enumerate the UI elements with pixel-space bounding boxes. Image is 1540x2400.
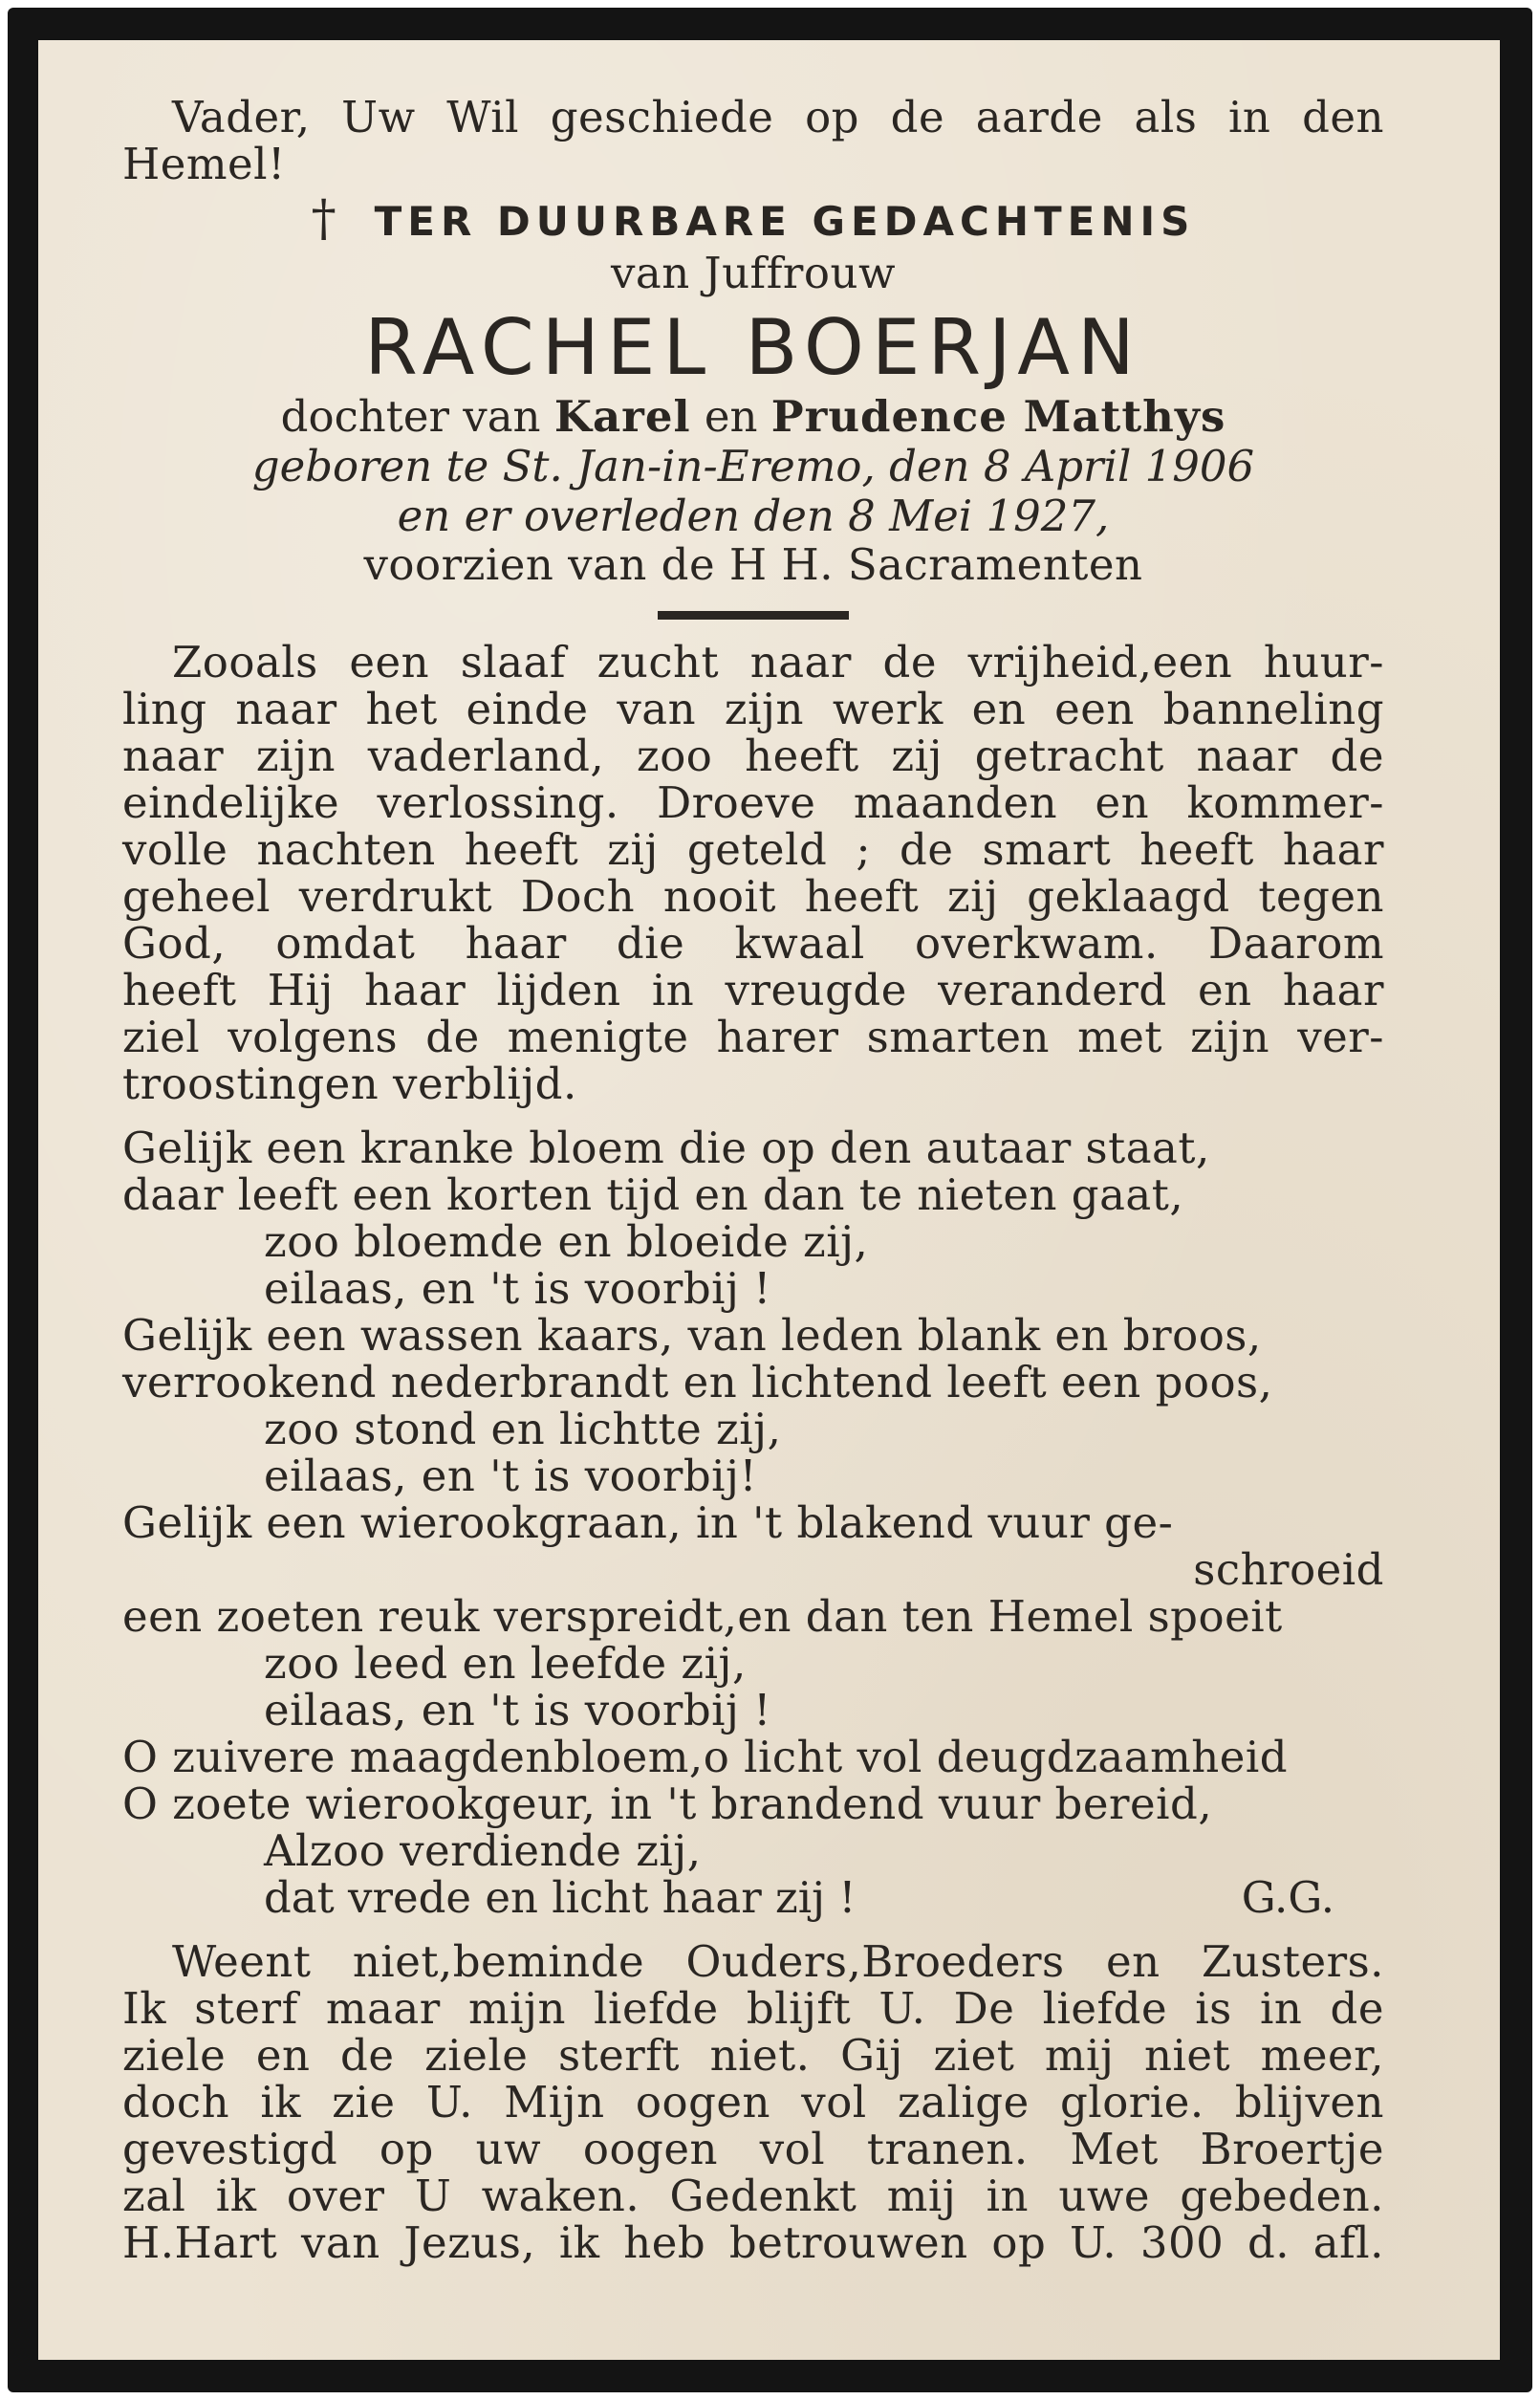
text-line: Zooals een slaaf zucht naar de vrijheid,een huur-	[172, 637, 1384, 687]
poem-line: eilaas, en 't is voorbij !	[264, 1685, 771, 1735]
poem-line: O zuivere maagdenbloem,o licht vol deugdzaamheid	[122, 1732, 1289, 1782]
text-line: doch ik zie U. Mijn oogen vol zalige glorie. blijven	[122, 2077, 1384, 2127]
text-line: troostingen verblijd.	[122, 1058, 577, 1109]
poem-line: zoo leed en leefde zij,	[264, 1638, 747, 1689]
poem-line: Gelijk een wierookgraan, in 't blakend vuur ge-	[122, 1497, 1174, 1548]
parents-conj: en	[704, 391, 758, 442]
birth-line: geboren te St. Jan-in-Eremo, den 8 April 1906	[251, 441, 1255, 491]
text-line: gevestigd op uw oogen vol tranen. Met Broertje	[122, 2124, 1384, 2174]
text-line: Ik sterf maar mijn liefde blijft U. De liefde is in de	[122, 1983, 1384, 2034]
parents-line	[122, 392, 1384, 442]
text-line: ling naar het einde van zijn werk en een banneling	[122, 684, 1384, 734]
poem-line: verrookend nederbrandt en lichtend leeft een poos,	[122, 1357, 1273, 1407]
poem-line: dat vrede en licht haar zij !	[264, 1872, 857, 1923]
cross-icon: †	[311, 190, 336, 248]
prayer-line-1: Vader, Uw Wil geschiede op de aarde als in den	[172, 92, 1384, 142]
sacraments-line: voorzien van de H H. Sacramenten	[363, 539, 1143, 590]
poem-line: O zoete wierookgeur, in 't brandend vuur bereid,	[122, 1778, 1213, 1829]
poem-line: eilaas, en 't is voorbij!	[264, 1451, 758, 1501]
heading-text: TER DUURBARE GEDACHTENIS	[374, 198, 1196, 245]
deceased-name: RACHEL BOERJAN	[364, 303, 1142, 392]
mother-name: Prudence Matthys	[770, 391, 1226, 442]
poem-line: Alzoo verdiende zij,	[264, 1825, 702, 1876]
poem-line: zoo stond en lichtte zij,	[264, 1404, 782, 1454]
text-line: naar zijn vaderland, zoo heeft zij getracht naar de	[122, 731, 1384, 781]
text-line: geheel verdrukt Doch nooit heeft zij geklaagd tegen	[122, 871, 1384, 922]
text-line: ziele en de ziele sterft niet. Gij ziet mij niet meer,	[122, 2030, 1384, 2081]
text-line: volle nachten heeft zij geteld ; de smart heeft haar	[122, 824, 1384, 875]
card-content	[122, 94, 1384, 2266]
poem-line: een zoeten reuk verspreidt,en dan ten Hemel spoeit	[122, 1591, 1283, 1642]
prayer-line-2: Hemel!	[122, 139, 286, 189]
poem-line: zoo bloemde en bloeide zij,	[264, 1216, 869, 1267]
text-line: eindelijke verlossing. Droeve maanden en kommer-	[122, 777, 1384, 828]
poem-line: eilaas, en 't is voorbij !	[264, 1263, 771, 1314]
paragraph-2	[122, 1938, 1384, 2266]
poem-line: Gelijk een kranke bloem die op den autaar staat,	[122, 1123, 1210, 1173]
text-line: God, omdat haar die kwaal overkwam. Daarom	[122, 918, 1384, 969]
poem-last-row	[122, 1874, 1384, 1921]
text-line: zal ik over U waken. Gedenkt mij in uwe gebeden.	[122, 2171, 1384, 2221]
death-line: en er overleden den 8 Mei 1927,	[397, 491, 1110, 541]
text-line: ziel volgens de menigte harer smarten met zijn ver-	[122, 1012, 1384, 1062]
text-line: Weent niet,beminde Ouders,Broeders en Zusters.	[172, 1936, 1384, 1987]
text-line: H.Hart van Jezus, ik heb betrouwen op U. 300 d. afl.	[122, 2217, 1384, 2268]
poem	[122, 1124, 1384, 1921]
poem-line: daar leeft een korten tijd en dan te nieten gaat,	[122, 1169, 1184, 1220]
parents-prefix: dochter van	[280, 391, 541, 442]
poem-signature: G.G.	[1241, 1872, 1334, 1923]
paragraph-1	[122, 639, 1384, 1107]
text-line: heeft Hij haar lijden in vreugde veranderd en haar	[122, 965, 1384, 1015]
poem-line: schroeid	[1193, 1544, 1384, 1595]
title-line: van Juffrouw	[611, 248, 896, 298]
memorial-heading	[122, 191, 1384, 250]
poem-line: Gelijk een wassen kaars, van leden blank en broos,	[122, 1310, 1262, 1361]
father-name: Karel	[553, 391, 691, 442]
divider-rule	[658, 611, 849, 620]
